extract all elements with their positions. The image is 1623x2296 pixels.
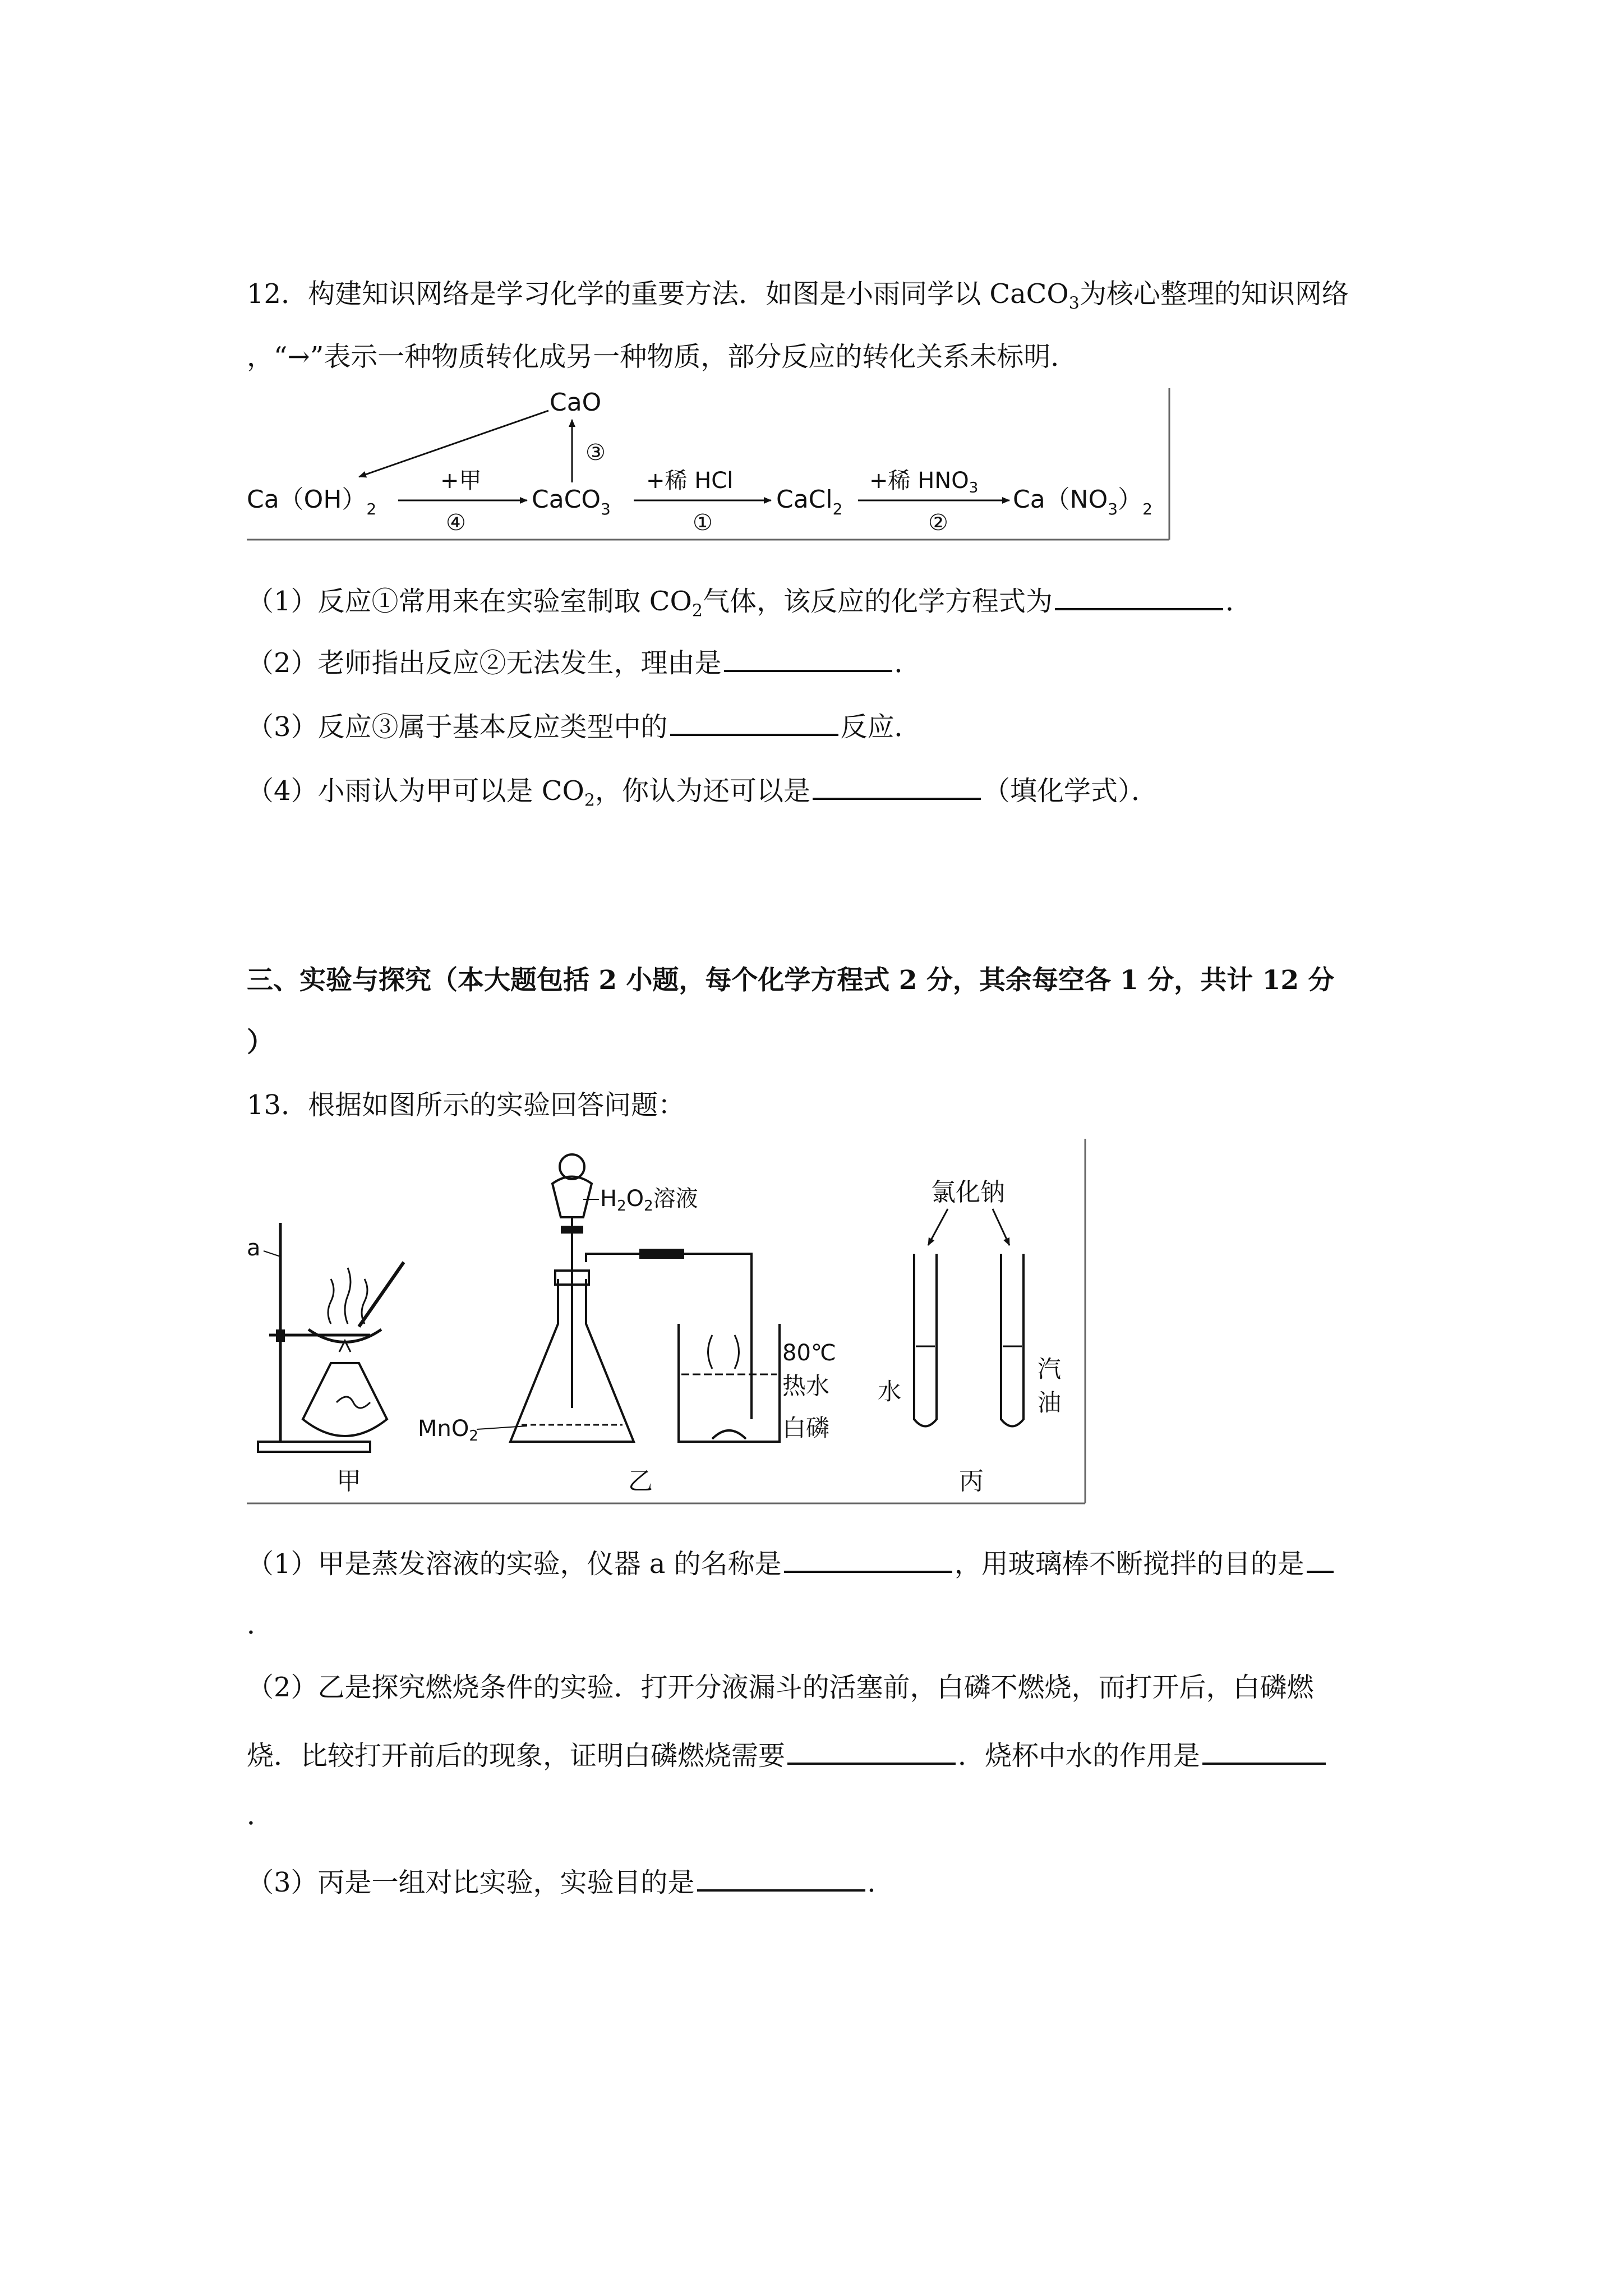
test-tube-water xyxy=(914,1254,937,1427)
clamp xyxy=(276,1329,285,1342)
diagram-caco3: CaCO$_3$ xyxy=(532,485,611,518)
diagram-caoh2: $Ca(OH)_2$ xyxy=(247,485,377,518)
q13-sub1-text-b: ，用玻璃棒不断搅拌的目的是 xyxy=(954,1548,1304,1580)
q12-sub4-text-a: （4）小雨认为甲可以是 CO xyxy=(247,775,584,807)
q12-intro-text-b: 为核心整理的知识网络 xyxy=(1079,278,1349,310)
q13-sub2-answer-blank-1[interactable] xyxy=(787,1738,956,1765)
delivery-tube xyxy=(586,1254,751,1419)
iron-stand-base xyxy=(258,1442,370,1452)
q13-sub1 xyxy=(247,1546,1336,1580)
q13-sub2-answer-blank-2[interactable] xyxy=(1202,1738,1326,1765)
separatory-funnel xyxy=(552,1177,592,1218)
arrow-cao-to-caoh2 xyxy=(359,411,548,477)
q13-intro: 13．根据如图所示的实验回答问题： xyxy=(247,1089,685,1121)
q12-sub4-text-b: ，你认为还可以是 xyxy=(594,775,810,807)
q12-sub3-answer-blank[interactable] xyxy=(670,709,838,736)
q12-sub3-text-b: 反应． xyxy=(840,711,921,743)
label-a: a xyxy=(247,1235,261,1261)
arrow1-top-label: +稀 HCl xyxy=(646,468,734,494)
label-water: 水 xyxy=(878,1378,902,1405)
q12-sub2-text: （2）老师指出反应②无法发生，理由是 xyxy=(247,647,722,679)
diagram-cano3: $Ca(NO_3)_2$ xyxy=(1013,485,1152,518)
stopcock xyxy=(561,1226,583,1234)
q12-sub1-answer-blank[interactable] xyxy=(1055,583,1223,610)
section3-heading-line2: ） xyxy=(247,1027,274,1058)
label-nacl: 氯化钠 xyxy=(931,1178,1005,1207)
alcohol-lamp xyxy=(303,1363,387,1436)
q13-sub2-text-b: ．烧杯中水的作用是 xyxy=(958,1740,1201,1772)
q12-sub1-text-b: 气体，该反应的化学方程式为 xyxy=(702,586,1053,617)
beaker-steam xyxy=(708,1335,739,1369)
q12-sub2-end: ． xyxy=(894,647,921,679)
q13-sub2-line1: （2）乙是探究燃烧条件的实验．打开分液漏斗的活塞前，白磷不燃烧，而打开后，白磷燃 xyxy=(247,1672,1314,1703)
q13-experiment-figure xyxy=(247,1139,1099,1509)
q12-sub3 xyxy=(247,709,921,743)
q13-sub3-text: （3）丙是一组对比实验，实验目的是 xyxy=(247,1867,695,1898)
setup-yi xyxy=(418,1154,836,1496)
q12-sub4-answer-blank[interactable] xyxy=(813,773,981,800)
q12-sub2 xyxy=(247,645,921,677)
funnel-stopper xyxy=(560,1154,584,1179)
q12-sub4-text-c: （填化学式）． xyxy=(983,775,1159,807)
label-hot-water: 热水 xyxy=(782,1372,830,1400)
setup-bing xyxy=(878,1178,1061,1496)
q13-sub2-text-a: 烧．比较打开前后的现象，证明白磷燃烧需要 xyxy=(247,1740,786,1772)
label-temp: 80℃ xyxy=(782,1340,836,1366)
nacl-arrow-right xyxy=(993,1209,1009,1245)
q12-sub1-sub: 2 xyxy=(691,601,703,621)
label-mno2: MnO$_2$ xyxy=(418,1416,478,1444)
q12-sub3-text-a: （3）反应③属于基本反应类型中的 xyxy=(247,711,668,743)
q12-sub1 xyxy=(247,583,1252,620)
rubber-tube xyxy=(639,1249,684,1259)
arrow2-top-label: +稀 $HNO_3$ xyxy=(869,468,979,496)
q13-sub1-text-a: （1）甲是蒸发溶液的实验，仪器 a 的名称是 xyxy=(247,1548,782,1580)
q13-sub2-line2 xyxy=(247,1738,1328,1772)
label-gasoline-1: 汽 xyxy=(1038,1355,1062,1383)
q13-sub3-answer-blank[interactable] xyxy=(697,1865,865,1892)
q13-sub1-end: ． xyxy=(247,1609,274,1640)
arrow4-bottom-label: ④ xyxy=(446,510,466,536)
white-phosphorus xyxy=(712,1430,746,1439)
q12-sub1-end: ． xyxy=(1225,586,1253,617)
section3-heading-line1: 三、实验与探究（本大题包括 2 小题，每个化学方程式 2 分，其余每空各 1 分，共计 12 分 xyxy=(247,965,1335,996)
q12-reaction-diagram xyxy=(247,387,1178,544)
label-gasoline-2: 油 xyxy=(1038,1389,1062,1416)
q12-sub2-answer-blank[interactable] xyxy=(724,645,892,672)
q12-sub4 xyxy=(247,773,1158,809)
label-bing: 丙 xyxy=(959,1467,984,1496)
q12-intro-line1 xyxy=(247,280,1349,312)
q12-intro-sub: 3 xyxy=(1068,293,1080,314)
q13-sub1-answer-blank-2[interactable] xyxy=(1307,1546,1334,1573)
q13-sub1-answer-blank-1[interactable] xyxy=(784,1546,952,1573)
diagram-cacl2: CaCl$_2$ xyxy=(776,485,843,518)
steam xyxy=(328,1268,367,1324)
label-a-pointer xyxy=(264,1251,280,1257)
arrow3-label: ③ xyxy=(585,440,606,466)
test-tube-gasoline xyxy=(1001,1254,1023,1427)
arrow2-bottom-label: ② xyxy=(928,510,948,536)
label-white-phosphorus: 白磷 xyxy=(782,1414,830,1442)
beaker xyxy=(679,1324,780,1442)
nacl-arrow-left xyxy=(928,1209,948,1245)
q12-sub1-text-a: （1）反应①常用来在实验室制取 CO xyxy=(247,586,692,617)
label-yi: 乙 xyxy=(628,1467,653,1496)
arrow4-top-label: +甲 xyxy=(440,468,482,494)
q13-sub3 xyxy=(247,1865,895,1896)
setup-jia xyxy=(247,1223,404,1496)
diagram-cao: CaO xyxy=(550,388,602,417)
label-mno2-pointer xyxy=(477,1426,527,1429)
arrow1-bottom-label: ① xyxy=(693,510,713,536)
q13-sub3-end: ． xyxy=(867,1867,895,1898)
label-jia: 甲 xyxy=(336,1467,361,1496)
q12-sub4-sub: 2 xyxy=(584,790,595,811)
glass-rod xyxy=(359,1262,404,1327)
label-h2o2: $H_2O_2$溶液 xyxy=(600,1186,698,1214)
q13-sub2-end: ． xyxy=(247,1800,274,1831)
q12-intro-text-a: 12．构建知识网络是学习化学的重要方法．如图是小雨同学以 CaCO xyxy=(247,278,1069,310)
q12-intro-line2: ，“→”表示一种物质转化成另一种物质，部分反应的转化关系未标明． xyxy=(247,341,1078,372)
